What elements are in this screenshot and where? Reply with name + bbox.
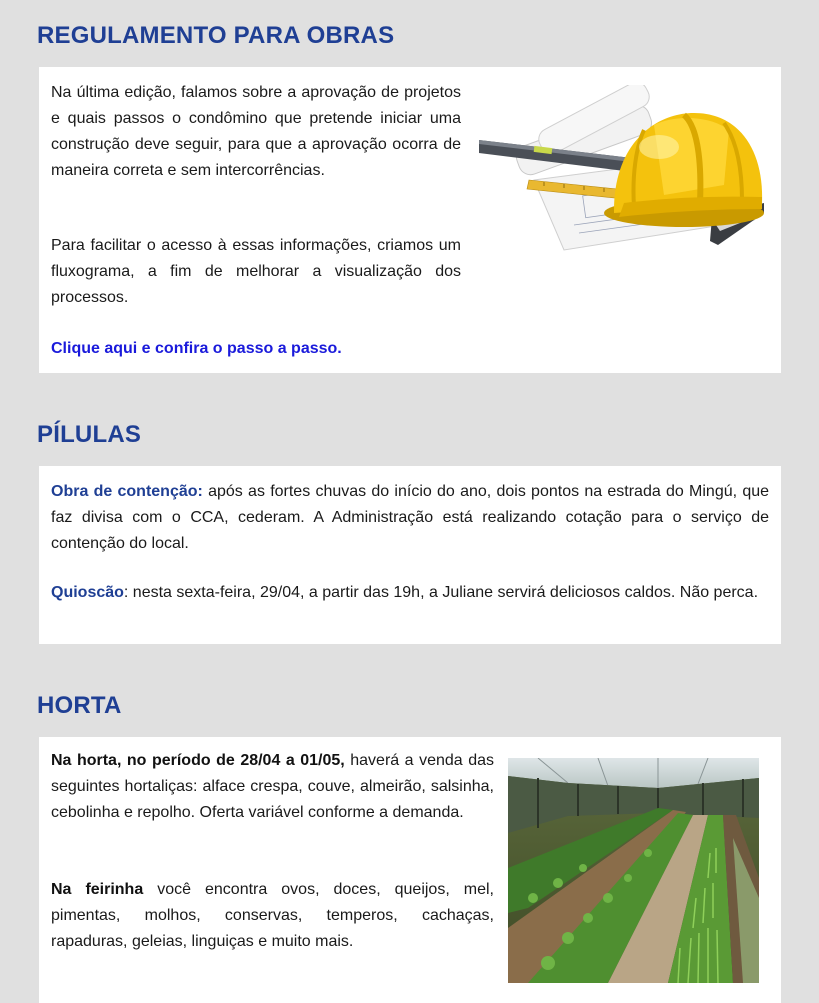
feirinha-text: você encontra ovos, doces, queijos, mel, pimentas, molhos, conservas, temperos, cachaças, rapaduras, geleias, linguiças e muito mais. <box>51 881 494 950</box>
pilulas-card <box>39 466 781 644</box>
horta-period-text: haverá a venda das seguintes hortaliças: alface crespa, couve, almeirão, salsinha, cebolinha e repolho. Oferta variável conforme a demanda. <box>51 752 494 821</box>
horta-card <box>39 737 781 1003</box>
construction-helmet-image <box>474 85 764 265</box>
pilula-quioscao <box>51 580 769 606</box>
obras-paragraph-2: Para facilitar o acesso à essas informações, criamos um fluxograma, a fim de melhorar a visualização dos processos. <box>51 237 461 306</box>
pilula-obra-contencao-label: Obra de contenção: <box>51 483 203 500</box>
section-title-obras: REGULAMENTO PARA OBRAS <box>37 22 395 49</box>
greenhouse-garden-image <box>508 758 759 983</box>
horta-paragraph-1 <box>51 748 494 826</box>
pilula-quioscao-label: Quioscão <box>51 584 124 601</box>
obras-paragraph-1: Na última edição, falamos sobre a aprovação de projetos e quais passos o condômino que pretende iniciar uma construção deve seguir, para que a aprovação ocorra de maneira correta e sem intercorrências. <box>51 84 461 179</box>
pilula-obra-contencao-text: após as fortes chuvas do início do ano, dois pontos na estrada do Mingú, que faz divisa com o CCA, cederam. A Administração está realizando cotação para o serviço de contenção do local. <box>51 483 770 552</box>
horta-period-label: Na horta, no período de 28/04 a 01/05, <box>51 752 345 769</box>
horta-paragraph-2 <box>51 877 494 955</box>
obras-card <box>39 67 781 373</box>
section-title-horta: HORTA <box>37 692 122 719</box>
pilula-quioscao-text: : nesta sexta-feira, 29/04, a partir das 19h, a Juliane servirá deliciosos caldos. Não perca. <box>123 584 759 601</box>
section-title-pilulas: PÍLULAS <box>37 421 142 448</box>
feirinha-label: Na feirinha <box>51 881 144 898</box>
pilula-obra-contencao <box>51 479 769 557</box>
flowchart-link[interactable]: Clique aqui e confira o passo a passo. <box>51 340 342 357</box>
